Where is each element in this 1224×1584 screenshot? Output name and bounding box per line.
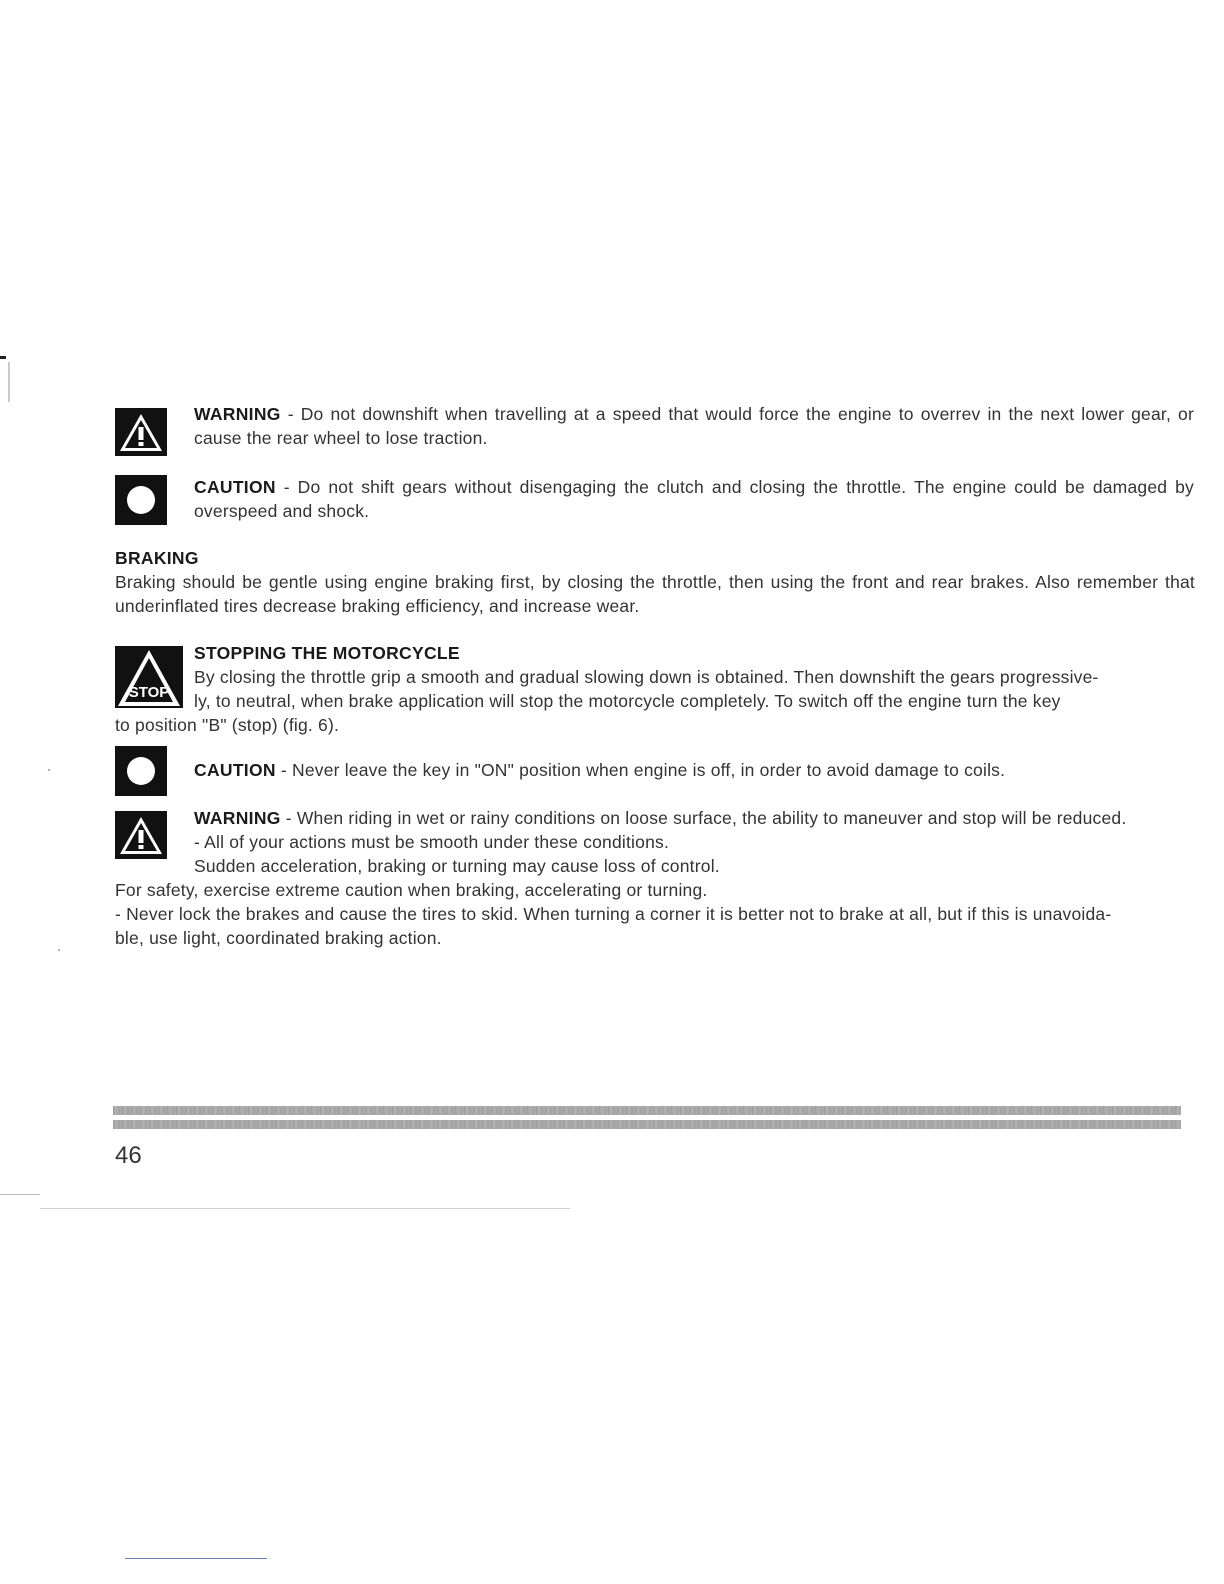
braking-heading: BRAKING <box>115 548 199 568</box>
footer-bar <box>113 1120 1181 1129</box>
warning-triangle-icon <box>115 811 167 859</box>
warning-2-line-5: - Never lock the brakes and cause the tires to skid. When turning a corner it is better not to brake at all, but if this is unavoida- <box>115 904 1112 924</box>
warning-body-1: - Do not downshift when travelling at a speed that would force the engine to overrev in the next lower gear, or cause the rear wheel to lose traction. <box>194 404 1194 448</box>
warning-2-line-1-body: - When riding in wet or rainy conditions on loose surface, the ability to maneuver and stop will be reduced. <box>280 808 1127 828</box>
caution-body-1: - Do not shift gears without disengaging the clutch and closing the throttle. The engine could be damaged by overspeed and shock. <box>194 477 1194 521</box>
bottom-rule <box>125 1558 267 1559</box>
warning-triangle-icon <box>115 408 167 456</box>
warning-2-line-2: - All of your actions must be smooth under these conditions. <box>194 832 670 852</box>
stop-sign-icon <box>115 646 183 708</box>
caution-circle-icon <box>115 746 167 796</box>
footer-bar <box>113 1106 1181 1115</box>
braking-text: Braking should be gentle using engine braking first, by closing the throttle, then using the front and rear brakes. Also remember that underinflated tires decrease braking efficiency, and increase wear. <box>115 572 1195 616</box>
page-number: 46 <box>115 1142 142 1169</box>
caution-label-2: CAUTION <box>194 760 276 780</box>
caution-text-2 <box>194 758 1194 782</box>
stop-icon-text: STOP <box>128 684 170 701</box>
stopping-heading: STOPPING THE MOTORCYCLE <box>194 643 460 663</box>
warning-2-line-3: Sudden acceleration, braking or turning may cause loss of control. <box>194 856 720 876</box>
warning-label-2: WARNING <box>194 808 281 828</box>
scan-speck <box>58 949 60 951</box>
footer-divider-bars <box>113 1106 1181 1134</box>
scan-edge-line <box>0 1194 40 1195</box>
scan-mark <box>0 356 6 359</box>
warning-2-line-1 <box>194 806 1194 830</box>
caution-block-2 <box>115 746 1195 801</box>
warning-label-1: WARNING <box>194 404 281 424</box>
scan-mark <box>8 362 10 402</box>
caution-body-2: - Never leave the key in "ON" position when engine is off, in order to avoid damage to coils. <box>275 760 1006 780</box>
warning-2-line-6: ble, use light, coordinated braking action. <box>115 928 442 948</box>
stopping-line-1: By closing the throttle grip a smooth and gradual slowing down is obtained. Then downshift the gears progressive- <box>194 667 1099 687</box>
warning-2-line-4: For safety, exercise extreme caution when braking, accelerating or turning. <box>115 880 708 900</box>
scan-edge-line <box>40 1208 570 1209</box>
caution-circle-icon <box>115 475 167 525</box>
stopping-section <box>115 641 1195 741</box>
caution-block-1 <box>115 475 1195 535</box>
braking-section <box>115 546 1195 618</box>
caution-label-1: CAUTION <box>194 477 276 497</box>
scan-speck <box>48 769 50 771</box>
warning-block-1 <box>115 402 1195 462</box>
warning-block-2 <box>115 806 1195 956</box>
stopping-line-2: ly, to neutral, when brake application will stop the motorcycle completely. To switch off the engine turn the key <box>194 691 1061 711</box>
warning-text-1 <box>194 402 1194 450</box>
stopping-line-3: to position "B" (stop) (fig. 6). <box>115 715 340 735</box>
caution-text-1 <box>194 475 1194 523</box>
